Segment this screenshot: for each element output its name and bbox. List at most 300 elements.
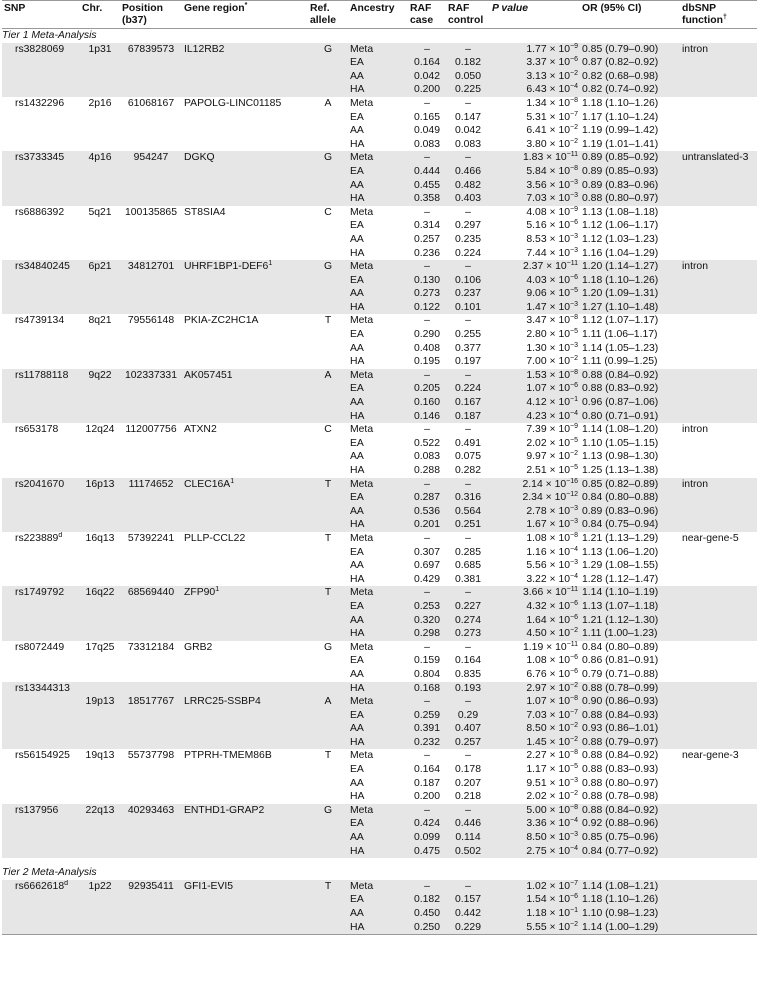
ref-allele-cell [308,437,348,451]
p-value-cell [490,314,580,328]
raf-control-cell: 0.377 [454,342,481,354]
p-mantissa: 4.08 × 10 [526,206,571,218]
ref-allele: A [324,97,332,109]
p-exponent: −6 [570,56,578,64]
snp-cell [2,695,80,709]
p-mantissa: 2.27 × 10 [526,750,571,762]
p-value-cell [490,369,580,383]
snp-cell [2,880,80,894]
p-value-cell [490,600,580,614]
raf-control-cell: 0.083 [454,138,481,150]
p-exponent: −3 [570,518,578,526]
p-exponent: −2 [570,790,578,798]
p-exponent: −3 [570,831,578,839]
gene-name: PAPOLG-LINC01185 [184,97,282,109]
raf-case-cell: 0.168 [413,682,440,694]
p-mantissa: 1.17 × 10 [526,764,571,776]
ref-allele: T [324,315,332,327]
position-cell [120,505,182,519]
snp-cell [2,668,80,682]
ancestry-cell: HA [350,84,365,96]
ref-allele-cell [308,192,348,206]
dbsnp-function-cell [680,921,757,935]
header-p-value: P value [492,3,529,14]
dbsnp-function-cell [680,505,757,519]
gene-region-cell [182,804,308,818]
p-exponent: −2 [570,920,578,928]
position-cell [120,763,182,777]
ref-allele-cell [308,233,348,247]
snp-cell [2,70,80,84]
odds-ratio-cell: 1.12 (1.06–1.17) [582,220,659,232]
gene-region-cell [182,893,308,907]
raf-control-cell: 0.491 [454,437,481,449]
dbsnp-function-cell [680,709,757,723]
snp-cell [2,893,80,907]
p-value-cell [490,165,580,179]
p-mantissa: 5.84 × 10 [526,165,571,177]
ancestry-cell: HA [350,193,365,205]
ancestry-cell: EA [350,165,364,177]
snp-cell [2,301,80,315]
p-value-cell [490,831,580,845]
ref-allele-cell [308,478,348,492]
ref-allele-cell [308,518,348,532]
tier-label-row [2,866,757,880]
snp-cell [2,831,80,845]
ancestry-cell: AA [350,233,364,245]
gene-name: CLEC16A [184,478,231,490]
ref-allele-cell [308,328,348,342]
p-mantissa: 5.16 × 10 [526,220,571,232]
raf-case-cell: 0.307 [413,546,440,558]
p-exponent: −12 [566,491,578,499]
ref-allele-cell [308,124,348,138]
position-cell [120,342,182,356]
ancestry-cell: EA [350,818,364,830]
chr-cell [80,314,120,328]
chr-cell [80,274,120,288]
p-mantissa: 4.32 × 10 [526,600,571,612]
spacer-row [2,858,757,866]
chr-cell [80,586,120,600]
table-row [2,70,757,84]
p-value-cell [490,423,580,437]
snp-cell [2,287,80,301]
table-row [2,450,757,464]
table-row [2,233,757,247]
raf-control-cell: 0.207 [454,777,481,789]
table-row [2,382,757,396]
p-mantissa: 9.97 × 10 [526,451,571,463]
table-row [2,804,757,818]
snp-footnote-mark: d [58,531,63,539]
gene-name: GFI1-EVI5 [184,880,234,892]
chr-cell [80,817,120,831]
position: 61068167 [127,97,175,109]
snp-cell [2,845,80,859]
table-row [2,600,757,614]
raf-case-cell: 0.314 [413,220,440,232]
position-cell [120,546,182,560]
gene-region-cell [182,396,308,410]
chr-cell [80,491,120,505]
table-row [2,83,757,97]
position-cell [120,559,182,573]
odds-ratio-cell: 0.88 (0.83–0.93) [582,764,659,776]
table-row [2,559,757,573]
ref-allele-cell [308,83,348,97]
p-exponent: −9 [570,423,578,431]
gene-region-cell [182,274,308,288]
position-cell [120,369,182,383]
position-cell [120,478,182,492]
ancestry-cell: Meta [350,369,374,381]
ref-allele: A [324,369,332,381]
p-exponent: −5 [570,287,578,295]
dbsnp-function-cell [680,464,757,478]
chr-cell [80,722,120,736]
raf-control-cell: 0.187 [454,410,481,422]
ref-allele: C [324,424,332,436]
raf-control-cell: – [465,424,471,436]
raf-control-cell: 0.227 [454,600,481,612]
p-exponent: −6 [570,613,578,621]
raf-case-cell: 0.290 [413,329,440,341]
position-cell [120,614,182,628]
position-cell [120,573,182,587]
p-mantissa: 5.31 × 10 [526,111,571,123]
chr-cell [80,641,120,655]
p-exponent: −8 [570,368,578,376]
p-mantissa: 1.77 × 10 [526,43,571,55]
snp-cell [2,342,80,356]
raf-control-cell: 0.101 [454,301,481,313]
p-value-cell [490,722,580,736]
p-mantissa: 1.67 × 10 [526,519,571,531]
dbsnp-function-cell: intron [682,43,708,55]
p-exponent: −11 [566,640,578,648]
ancestry-cell: EA [350,600,364,612]
p-value-cell [490,695,580,709]
raf-case-cell: 0.250 [413,921,440,933]
dbsnp-function-cell [680,437,757,451]
position-cell [120,790,182,804]
raf-case-cell: 0.455 [413,179,440,191]
p-exponent: −2 [570,722,578,730]
raf-control-cell: 0.224 [454,383,481,395]
p-value-cell [490,546,580,560]
p-exponent: −9 [570,42,578,50]
table-row [2,247,757,261]
gene-region-cell [182,880,308,894]
odds-ratio-cell: 0.79 (0.71–0.88) [582,668,659,680]
p-mantissa: 7.44 × 10 [526,247,571,259]
dbsnp-function-cell [680,111,757,125]
snp-id: rs3828069 [15,43,65,55]
position-cell [120,845,182,859]
ref-allele: T [324,532,332,544]
p-mantissa: 6.76 × 10 [526,668,571,680]
raf-case-cell: – [424,804,430,816]
ancestry-cell: Meta [350,587,374,599]
raf-case-cell: 0.160 [413,397,440,409]
position: 102337331 [124,369,177,381]
position-cell [120,328,182,342]
raf-case-cell: – [424,261,430,273]
table-row [2,355,757,369]
ancestry-cell: HA [350,573,365,585]
chr-cell [80,124,120,138]
gene-region-cell [182,287,308,301]
table-row [2,921,757,935]
ref-allele-cell [308,206,348,220]
position-cell [120,532,182,546]
snp-cell [2,505,80,519]
header-dbsnp-function: dbSNP function† [682,3,727,26]
position-cell [120,179,182,193]
odds-ratio-cell: 1.14 (1.08–1.20) [582,424,659,436]
dbsnp-function-cell [680,97,757,111]
dbsnp-function-cell: untranslated-3 [682,152,749,164]
raf-case-cell: 0.195 [413,356,440,368]
snp-cell [2,586,80,600]
position-cell [120,301,182,315]
raf-control-cell: – [465,587,471,599]
raf-control-cell: 0.147 [454,111,481,123]
raf-case-cell: 0.159 [413,655,440,667]
p-mantissa: 5.00 × 10 [526,804,571,816]
p-mantissa: 1.45 × 10 [526,736,571,748]
ref-allele-cell [308,179,348,193]
ancestry-cell: EA [350,220,364,232]
chr-cell [80,219,120,233]
p-exponent: −4 [570,817,578,825]
chromosome: 19q13 [85,750,115,762]
raf-case-cell: – [424,315,430,327]
raf-control-cell: 0.257 [454,736,481,748]
p-value-cell [490,709,580,723]
p-exponent: −4 [570,545,578,553]
gene-name: PTPRH-TMEM86B [184,750,272,762]
ref-allele: G [323,804,333,816]
chr-cell [80,111,120,125]
p-mantissa: 2.80 × 10 [526,329,571,341]
ancestry-cell: HA [350,301,365,313]
chromosome: 6p21 [88,261,112,273]
p-mantissa: 1.53 × 10 [526,369,571,381]
table-row [2,464,757,478]
ref-allele-cell [308,736,348,750]
ancestry-cell: EA [350,655,364,667]
p-value-cell [490,97,580,111]
ancestry-cell: HA [350,356,365,368]
p-exponent: −6 [570,667,578,675]
p-value-cell [490,301,580,315]
dbsnp-function-cell [680,396,757,410]
dbsnp-function-cell [680,124,757,138]
chr-cell [80,43,120,57]
ancestry-cell: Meta [350,315,374,327]
raf-control-cell: – [465,43,471,55]
odds-ratio-cell: 1.12 (1.03–1.23) [582,233,659,245]
ref-allele-cell [308,165,348,179]
ref-allele-cell [308,287,348,301]
raf-case-cell: 0.273 [413,288,440,300]
odds-ratio-cell: 0.89 (0.83–0.96) [582,179,659,191]
snp-id: rs8072449 [15,641,65,653]
raf-case-cell: 0.182 [413,894,440,906]
raf-control-cell: 0.197 [454,356,481,368]
p-value-cell [490,682,580,696]
chromosome: 17q25 [85,641,115,653]
chr-cell [80,410,120,424]
table-row [2,301,757,315]
p-exponent: −4 [570,572,578,580]
p-value-cell [490,893,580,907]
snp-cell [2,423,80,437]
p-mantissa: 1.64 × 10 [526,614,571,626]
position-cell [120,396,182,410]
chromosome: 16p13 [85,478,115,490]
p-exponent: −3 [570,341,578,349]
p-exponent: −3 [570,246,578,254]
odds-ratio-cell: 0.96 (0.87–1.06) [582,397,659,409]
p-mantissa: 3.47 × 10 [526,315,571,327]
odds-ratio-cell: 0.80 (0.71–0.91) [582,410,659,422]
gene-name: ATXN2 [184,424,217,436]
ref-allele: A [324,696,332,708]
raf-control-cell: – [465,696,471,708]
ref-allele-cell [308,301,348,315]
gene-region-cell [182,831,308,845]
raf-control-cell: 0.075 [454,451,481,463]
gene-region-cell [182,546,308,560]
dbsnp-function-cell [680,219,757,233]
table-row [2,97,757,111]
raf-control-cell: – [465,97,471,109]
raf-control-cell: 0.193 [454,682,481,694]
p-mantissa: 4.23 × 10 [526,410,571,422]
position-cell [120,804,182,818]
p-value-cell [490,817,580,831]
ref-allele-cell [308,790,348,804]
p-mantissa: 2.37 × 10 [523,261,567,273]
table-row [2,654,757,668]
ref-allele-cell [308,532,348,546]
position-cell [120,450,182,464]
odds-ratio-cell: 0.89 (0.83–0.96) [582,505,659,517]
table-row [2,682,757,696]
snp-id: rs56154925 [15,750,70,762]
gene-region-cell [182,722,308,736]
position-cell [120,695,182,709]
gene-name: GRB2 [184,641,213,653]
gene-region-cell [182,192,308,206]
raf-control-cell: 0.050 [454,70,481,82]
ancestry-cell: AA [350,397,364,409]
odds-ratio-cell: 0.89 (0.85–0.92) [582,152,659,164]
p-exponent: −3 [570,776,578,784]
p-exponent: −5 [570,328,578,336]
snp-id: rs13344313 [15,682,70,694]
position-cell [120,247,182,261]
p-value-cell [490,763,580,777]
position-cell [120,736,182,750]
raf-control-cell: – [465,369,471,381]
p-value-cell [490,437,580,451]
ancestry-cell: EA [350,492,364,504]
p-mantissa: 8.53 × 10 [526,233,571,245]
odds-ratio-cell: 0.88 (0.84–0.92) [582,804,659,816]
table-row [2,179,757,193]
raf-case-cell: 0.236 [413,247,440,259]
p-mantissa: 3.36 × 10 [526,818,571,830]
raf-case-cell: 0.201 [413,519,440,531]
position-cell [120,654,182,668]
position-cell [120,83,182,97]
p-exponent: −6 [570,382,578,390]
snp-cell [2,763,80,777]
dbsnp-function-cell [680,369,757,383]
table-row [2,695,757,709]
p-exponent: −2 [570,735,578,743]
snp-cell [2,328,80,342]
chromosome: 8q21 [88,315,112,327]
ref-allele-cell [308,654,348,668]
chr-cell [80,342,120,356]
ref-allele: T [324,750,332,762]
position-cell [120,722,182,736]
table-row [2,56,757,70]
raf-case-cell: 0.146 [413,410,440,422]
p-value-cell [490,274,580,288]
ref-allele-cell [308,450,348,464]
p-mantissa: 8.50 × 10 [526,723,571,735]
raf-case-cell: 0.187 [413,777,440,789]
raf-control-cell: 0.229 [454,921,481,933]
raf-case-cell: 0.320 [413,614,440,626]
p-exponent: −11 [566,260,578,268]
odds-ratio-cell: 0.88 (0.84–0.92) [582,750,659,762]
snp-cell [2,179,80,193]
odds-ratio-cell: 1.13 (1.08–1.18) [582,206,659,218]
p-exponent: −8 [570,96,578,104]
p-exponent: −5 [570,436,578,444]
ref-allele-cell [308,921,348,935]
raf-control-cell: 0.407 [454,723,481,735]
gene-region-cell [182,247,308,261]
ref-allele-cell [308,274,348,288]
dbsnp-function-cell [680,247,757,261]
ref-allele-cell [308,410,348,424]
dbsnp-function-cell [680,274,757,288]
gene-region-cell [182,450,308,464]
position-cell [120,124,182,138]
raf-control-cell: 0.224 [454,247,481,259]
p-value-cell [490,247,580,261]
position: 112007756 [125,424,177,436]
p-exponent: −7 [570,708,578,716]
position-cell [120,192,182,206]
p-mantissa: 1.30 × 10 [526,342,571,354]
gene-footnote-mark: 1 [268,260,273,268]
p-value-cell [490,138,580,152]
gene-region-cell [182,736,308,750]
raf-case-cell: – [424,587,430,599]
ref-allele-cell [308,682,348,696]
odds-ratio-cell: 1.19 (0.99–1.42) [582,125,659,137]
